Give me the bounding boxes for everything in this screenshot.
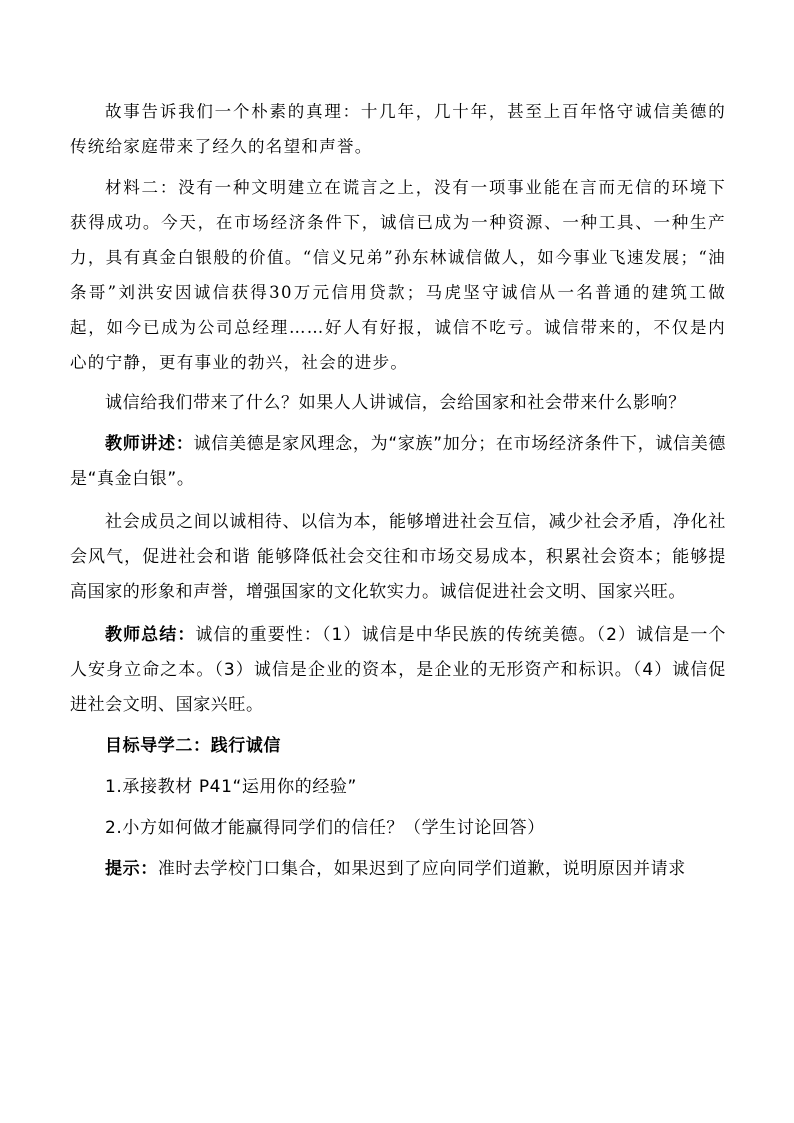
teacher-explanation-label: 教师讲述： <box>105 434 194 454</box>
teacher-summary-label: 教师总结： <box>105 625 196 645</box>
teacher-explanation-paragraph <box>70 427 726 497</box>
section-heading-practice-integrity: 目标导学二：践行诚信 <box>105 736 281 756</box>
document-body <box>70 94 726 887</box>
list-item-textbook-reference: 1.承接教材 P41“运用你的经验” <box>105 777 357 797</box>
teacher-summary-paragraph <box>70 618 726 723</box>
society-benefits-paragraph: 社会成员之间以诚相待、以信为本，能够增进社会互信，减少社会矛盾，净化社会风气，促进社会和谐 能够降低社会交往和市场交易成本，积累社会资本；能够提高国家的形象和声誉，增强国家的文化软实力。诚信促进社会文明、国家兴旺。 <box>70 512 726 602</box>
teacher-explanation-text: 诚信美德是家风理念，为“家族”加分；在市场经济条件下，诚信美德是“真金白银”。 <box>70 434 727 489</box>
list-item-discussion-question: 2.小方如何做才能赢得同学们的信任？（学生讨论回答） <box>105 818 545 838</box>
hint-paragraph <box>70 852 726 887</box>
hint-text: 准时去学校门口集合，如果迟到了应向同学们道歉，说明原因并请求 <box>157 859 686 879</box>
teacher-summary-text: 诚信的重要性：（1）诚信是中华民族的传统美德。（2）诚信是一个人安身立命之本。（3）诚信是企业的资本，是企业的无形资产和标识。（4）诚信促进社会文明、国家兴旺。 <box>70 625 727 715</box>
story-conclusion-paragraph: 故事告诉我们一个朴素的真理：十几年，几十年，甚至上百年恪守诚信美德的传统给家庭带来了经久的名望和声誉。 <box>70 102 726 156</box>
material-two-paragraph: 材料二：没有一种文明建立在谎言之上，没有一项事业能在言而无信的环境下获得成功。今天，在市场经济条件下，诚信已成为一种资源、一种工具、一种生产力，具有真金白银般的价值。“信义兄弟”孙东林诚信做人，如今事业飞速发展；“油条哥”刘洪安因诚信获得30万元信用贷款；马虎坚守诚信从一名普通的建筑工做起，如今已成为公司总经理……好人有好报，诚信不吃亏。诚信带来的，不仅是内心的宁静，更有事业的勃兴，社会的进步。 <box>70 178 726 372</box>
question-paragraph: 诚信给我们带来了什么？如果人人讲诚信，会给国家和社会带来什么影响？ <box>105 393 686 413</box>
hint-label: 提示： <box>105 859 158 879</box>
